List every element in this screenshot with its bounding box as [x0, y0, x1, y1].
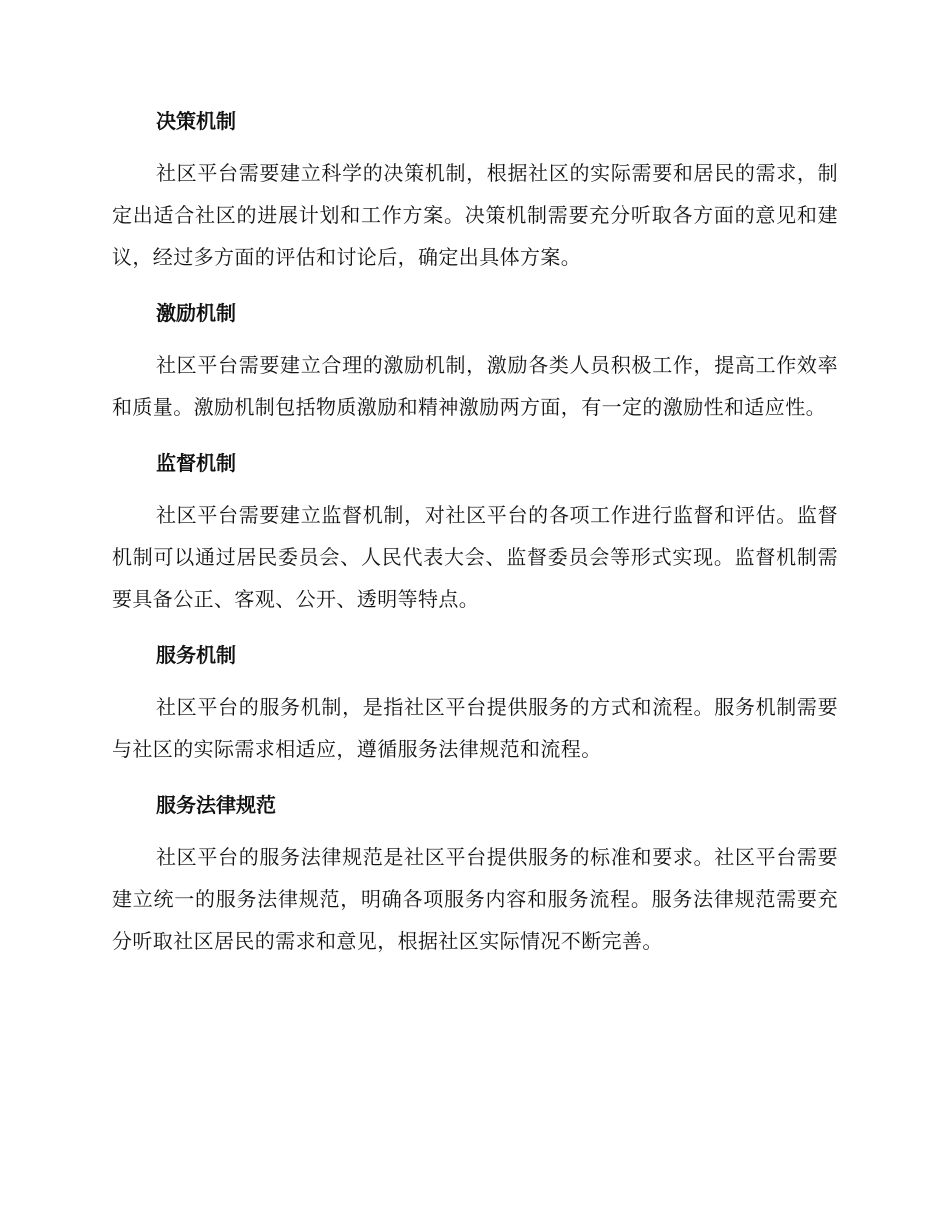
- section-service-legal-norms: [112, 790, 838, 962]
- section-service-mechanism: [112, 640, 838, 770]
- section-paragraph: 社区平台需要建立监督机制，对社区平台的各项工作进行监督和评估。监督机制可以通过居民委员会、人民代表大会、监督委员会等形式实现。监督机制需要具备公正、客观、公开、透明等特点。: [112, 503, 838, 611]
- section-decision-mechanism: [112, 106, 838, 278]
- section-paragraph: 社区平台的服务机制，是指社区平台提供服务的方式和流程。服务机制需要与社区的实际需求相适应，遵循服务法律规范和流程。: [112, 695, 838, 761]
- section-paragraph: 社区平台需要建立科学的决策机制，根据社区的实际需要和居民的需求，制定出适合社区的进展计划和工作方案。决策机制需要充分听取各方面的意见和建议，经过多方面的评估和讨论后，确定出具体方案。: [112, 161, 838, 269]
- section-incentive-mechanism: [112, 298, 838, 428]
- section-heading: 激励机制: [156, 301, 236, 325]
- section-heading: 监督机制: [156, 451, 236, 475]
- section-supervision-mechanism: [112, 448, 838, 620]
- section-paragraph: 社区平台的服务法律规范是社区平台提供服务的标准和要求。社区平台需要建立统一的服务法律规范，明确各项服务内容和服务流程。服务法律规范需要充分听取社区居民的需求和意见，根据社区实际情况不断完善。: [112, 845, 838, 953]
- section-heading: 服务机制: [156, 643, 236, 667]
- section-heading: 决策机制: [156, 109, 236, 133]
- section-heading: 服务法律规范: [156, 793, 276, 817]
- section-paragraph: 社区平台需要建立合理的激励机制，激励各类人员积极工作，提高工作效率和质量。激励机制包括物质激励和精神激励两方面，有一定的激励性和适应性。: [112, 353, 838, 419]
